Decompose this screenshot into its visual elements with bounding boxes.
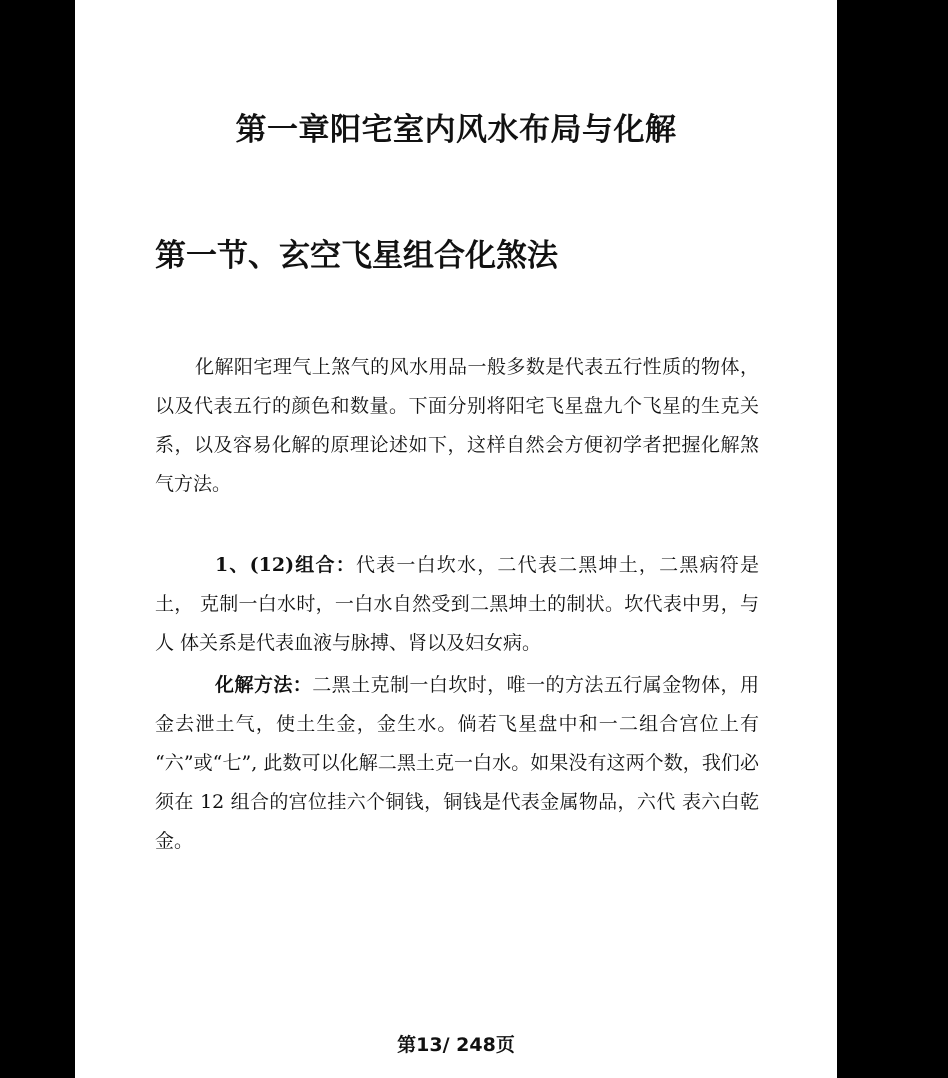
page-number-indicator: 第13/ 248页 [397, 1034, 515, 1056]
paragraph-intro [155, 348, 759, 504]
remedy-label: 化解方法： [215, 674, 313, 696]
chapter-title: 第一章阳宅室内风水布局与化解 [235, 112, 677, 148]
remedy-text: 二黑土克制一白坎时，唯一的方法五行属金物体，用 金去泄土气，使土生金，金生水。倘若飞星盘中和一二组合宫位上有 “六”或“七”, 此数可以化解二黑土克一白水。如果没有这两个数，我们必须在 12 组合的宫位挂六个铜钱，铜钱是代表金属物品，六代 表六白乾金。 [155, 674, 759, 852]
combination-label: 1、(12)组合： [215, 554, 356, 576]
paragraph-intro-text: 化解阳宅理气上煞气的风水用品一般多数是代表五行性质的物体，以及代表五行的颜色和数量。下面分别将阳宅飞星盘九个飞星的生克关系，以及容易化解的原理论述如下，这样自然会方便初学者把握化解煞气方法。 [155, 356, 759, 495]
section-title: 第一节、玄空飞星组合化煞法 [155, 238, 558, 274]
combination-text: 代表一白坎水，二代表二黑坤土，二黑病符是土， 克制一白水时，一白水自然受到二黑坤土的制状。坎代表中男，与人 体关系是代表血液与脉搏、肾以及妇女病。 [155, 554, 759, 654]
document-page[interactable] [75, 0, 837, 1078]
paragraph-combination-12 [155, 546, 759, 663]
paragraph-remedy [155, 666, 759, 861]
